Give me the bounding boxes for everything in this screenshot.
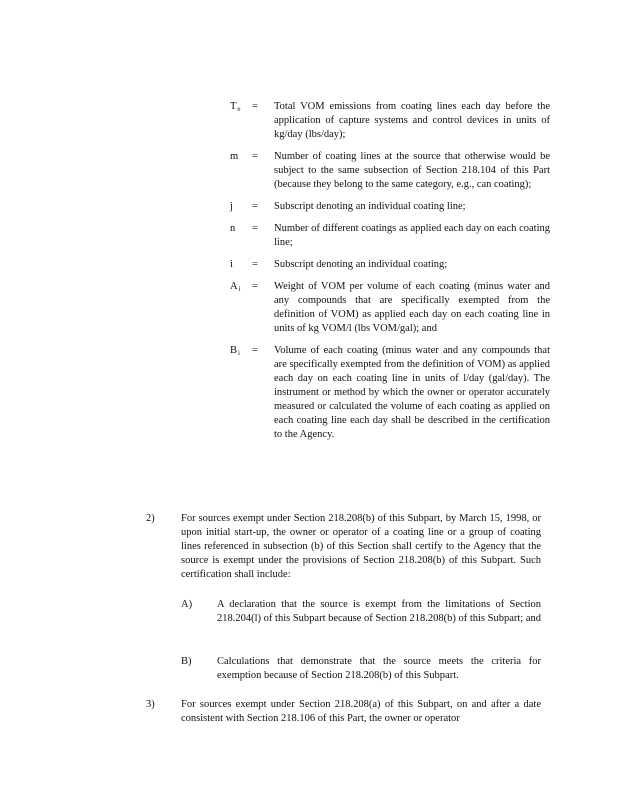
definition-text: Weight of VOM per volume of each coating (minus water and any compounds that are specifically exempted from the definition of VOM) as applied each day on each coating line in units of kg VOM/l (lbs VOM/gal); and xyxy=(274,281,550,334)
paragraph-number: 2) xyxy=(146,513,155,524)
definition-text: Number of coating lines at the source that otherwise would be subject to the same subsection of Section 218.104 of this Part (because they belong to the same category, e.g., can coating); xyxy=(274,151,550,190)
equals-sign: = xyxy=(252,259,258,270)
definition-ai xyxy=(230,280,550,336)
paragraph-3 xyxy=(146,698,541,726)
paragraph-text: Calculations that demonstrate that the source meets the criteria for exemption because of Section 218.208(b) of this Subpart. xyxy=(217,656,541,681)
subparagraph-a xyxy=(181,598,541,626)
subparagraph-b xyxy=(181,655,541,683)
paragraph-text: A declaration that the source is exempt from the limitations of Section 218.204(l) of this Subpart because of Section 218.208(b) of this Subpart; and xyxy=(217,599,541,624)
definition-te xyxy=(230,100,550,142)
equals-sign: = xyxy=(252,281,258,292)
definition-list xyxy=(230,100,550,450)
definition-symbol: n xyxy=(230,223,236,234)
definition-m xyxy=(230,150,550,192)
definition-symbol: Te xyxy=(230,101,241,113)
definition-text: Number of different coatings as applied each day on each coating line; xyxy=(274,223,550,248)
definition-text: Subscript denoting an individual coating; xyxy=(274,259,448,270)
paragraph-number: B) xyxy=(181,656,192,667)
definition-symbol: Bi xyxy=(230,345,240,357)
definition-symbol: j xyxy=(230,201,233,212)
equals-sign: = xyxy=(252,223,258,234)
equals-sign: = xyxy=(252,151,258,162)
equals-sign: = xyxy=(252,345,258,356)
paragraph-text: For sources exempt under Section 218.208(b) of this Subpart, by March 15, 1998, or upon initial start-up, the owner or operator of a coating line or a group of coating lines referenced in subsection (b) of this Section shall certify to the Agency that the source is exempt under the provisions of Section 218.208(b) of this Subpart. Such certification shall include: xyxy=(181,513,541,580)
definition-text: Volume of each coating (minus water and any compounds that are specifically exempted from the definition of VOM) as applied each day on each coating line in units of l/day (gal/day). The instrument or method by which the owner or operator accurately measured or calculated the volume of each coating as applied on each coating line each day shall be described in the certification to the Agency. xyxy=(274,345,550,440)
definition-symbol: m xyxy=(230,151,239,162)
definition-text: Total VOM emissions from coating lines each day before the application of capture systems and control devices in units of kg/day (lbs/day); xyxy=(274,101,550,140)
equals-sign: = xyxy=(252,201,258,212)
definition-j xyxy=(230,200,550,214)
definition-symbol: Ai xyxy=(230,281,241,293)
equals-sign: = xyxy=(252,101,258,112)
paragraph-text: For sources exempt under Section 218.208(a) of this Subpart, on and after a date consistent with Section 218.106 of this Part, the owner or operator xyxy=(181,699,541,724)
paragraph-number: A) xyxy=(181,599,193,610)
definition-i xyxy=(230,258,550,272)
definition-symbol: i xyxy=(230,259,233,270)
paragraph-2 xyxy=(146,512,541,582)
definition-text: Subscript denoting an individual coating line; xyxy=(274,201,466,212)
definition-n xyxy=(230,222,550,250)
paragraph-number: 3) xyxy=(146,699,155,710)
definition-bi xyxy=(230,344,550,442)
